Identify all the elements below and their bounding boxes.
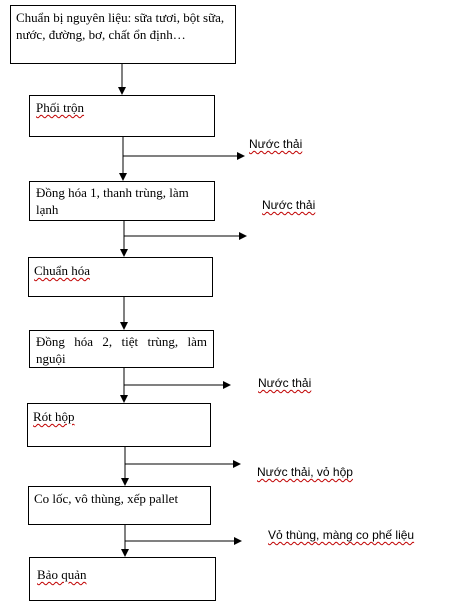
output-label-wastewater-2: Nước thải [262,198,316,212]
step-label: Đồng hóa 2, tiệt trùng, làm nguội [36,334,207,366]
step-box-packing [28,486,211,525]
step-box-standardize [28,257,213,297]
step-box-filling [27,403,211,447]
step-label: Phối trộn [36,100,85,115]
step-label: Rót hộp [33,409,75,424]
step-box-homogenize-sterilize [29,330,214,368]
step-box-mixing [29,95,215,137]
output-label-wastewater-3: Nước thải [258,376,312,390]
step-box-storage [29,557,216,601]
step-label: Co lốc, vô thùng, xếp pallet [34,491,179,506]
step-label: Chuẩn bị nguyên liệu: sữa tươi, bột sữa, nước, đường, bơ, chất ổn định… [16,10,225,42]
step-label: Chuẩn hóa [34,263,90,278]
step-label: Đồng hóa 1, thanh trùng, làm lạnh [36,185,189,217]
output-label-wastewater-1: Nước thải [249,137,303,151]
output-label-carton-film-scrap: Vỏ thùng, màng co phế liệu [268,528,415,542]
output-label-wastewater-cans: Nước thải, vỏ hộp [257,465,353,479]
step-box-prepare-materials [10,5,236,64]
step-label: Bảo quản [37,567,87,582]
step-box-homogenize-pasteurize [29,181,215,221]
